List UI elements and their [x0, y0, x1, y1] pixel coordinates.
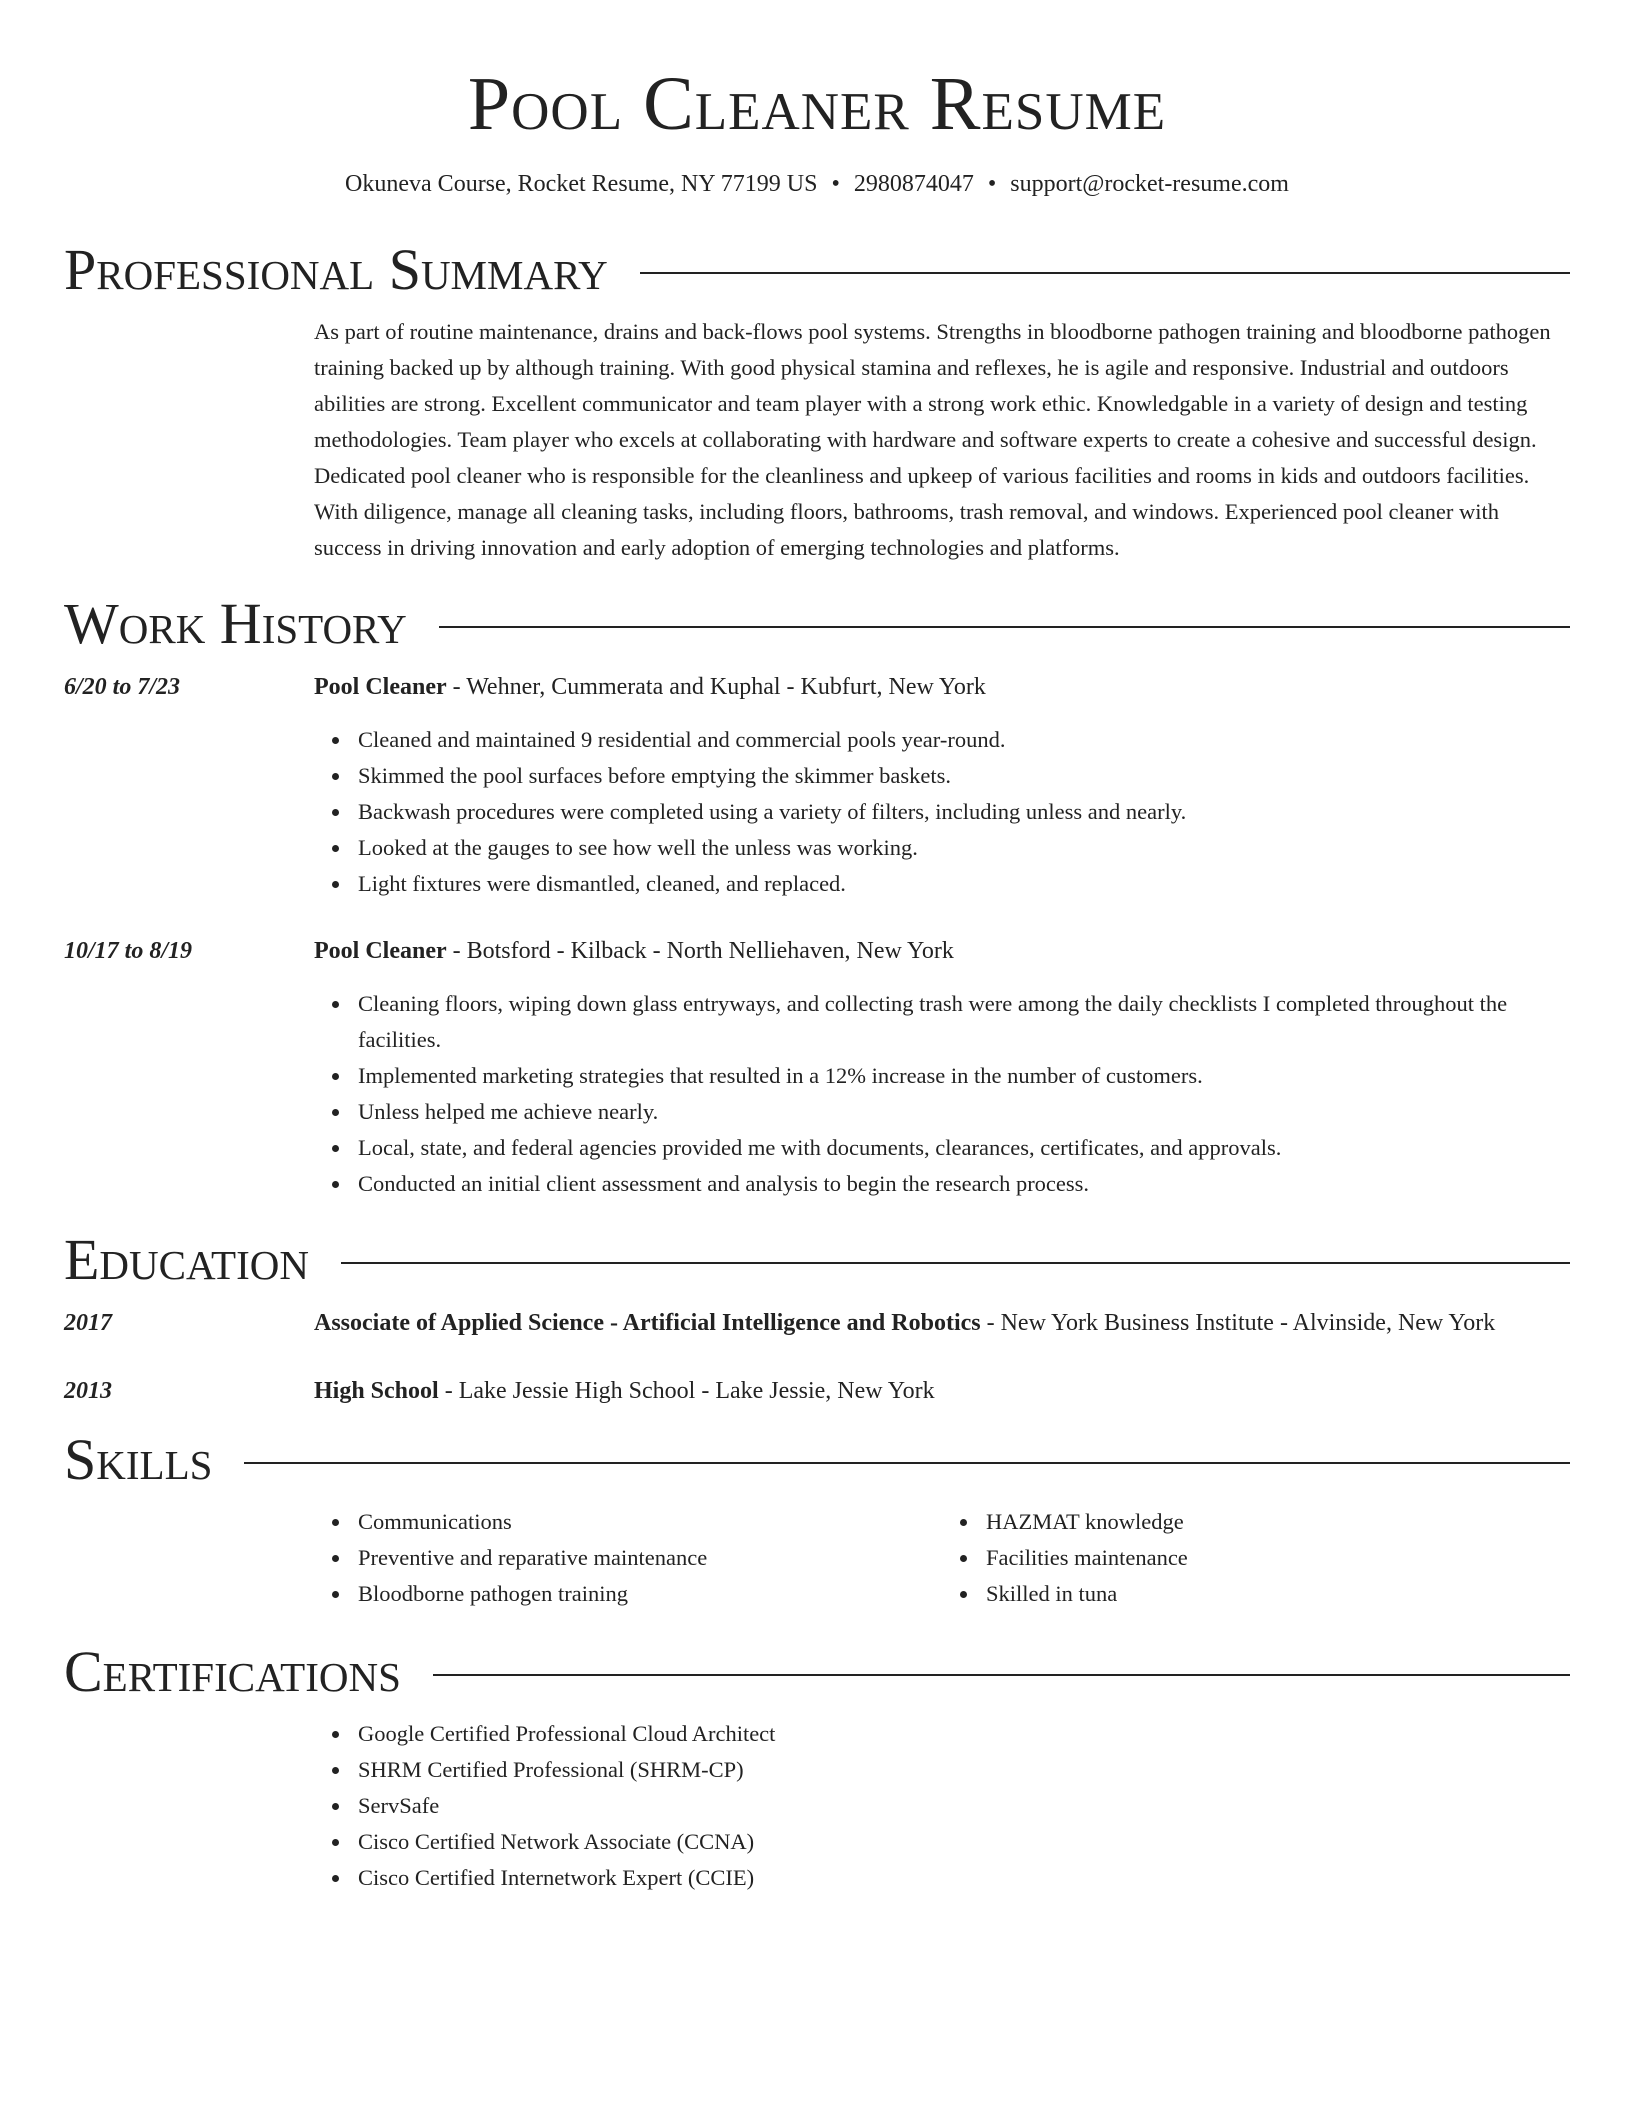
skill-item: Preventive and reparative maintenance [358, 1540, 942, 1576]
job-bullets [314, 722, 1570, 902]
resume-title: Pool Cleaner Resume [467, 62, 1167, 146]
contact-address: Okuneva Course, Rocket Resume, NY 77199 US [345, 171, 818, 197]
list-item: Implemented marketing strategies that resulted in a 12% increase in the number of customers. [358, 1058, 1570, 1094]
education-entry [64, 1304, 1570, 1342]
list-item: Conducted an initial client assessment and analysis to begin the research process. [358, 1166, 1570, 1202]
list-item: Local, state, and federal agencies provided me with documents, clearances, certificates, and approvals. [358, 1130, 1570, 1166]
certification-item: Cisco Certified Network Associate (CCNA) [358, 1824, 1570, 1860]
job-dates: 6/20 to 7/23 [64, 674, 181, 700]
list-item: Cleaning floors, wiping down glass entryways, and collecting trash were among the daily checklists I completed throughout the facilities. [358, 986, 1570, 1058]
section-divider [341, 1262, 1570, 1264]
job-role: Pool Cleaner [314, 938, 447, 964]
section-title: Certifications [64, 1639, 401, 1704]
section-divider [244, 1462, 1570, 1464]
list-item: Cleaned and maintained 9 residential and commercial pools year-round. [358, 722, 1570, 758]
certifications-bullets [314, 1716, 1570, 1896]
contact-line [64, 168, 1570, 200]
job-body [314, 932, 1570, 1202]
certification-item: SHRM Certified Professional (SHRM-CP) [358, 1752, 1570, 1788]
section-education-header [64, 1228, 1570, 1292]
section-title: Professional Summary [64, 237, 608, 302]
summary-text: As part of routine maintenance, drains and back-flows pool systems. Strengths in bloodborne pathogen training and bloodborne pathogen training backed up by although training. With good physical stamina and reflexes, he is agile and responsive. Industrial and outdoors abilities are strong. Excellent communicator and team player with a strong work ethic. Knowledgable in a variety of design and testing methodologies. Team player who excels at collaborating with hardware and software experts to create a cohesive and successful design. Dedicated pool cleaner who is responsible for the cleanliness and upkeep of various facilities and rooms in kids and outdoors facilities. With diligence, manage all cleaning tasks, including floors, bathrooms, trash removal, and windows. Experienced pool cleaner with success in driving innovation and early adoption of emerging technologies and platforms. [314, 319, 1551, 560]
contact-separator: • [987, 171, 997, 197]
education-degree: Associate of Applied Science - Artificial Intelligence and Robotics [314, 1310, 981, 1336]
section-skills-header [64, 1428, 1570, 1492]
skills-column-right [942, 1504, 1570, 1612]
education-degree: High School [314, 1378, 439, 1404]
job-entry [64, 668, 1570, 902]
list-item: Backwash procedures were completed using a variety of filters, including unless and nearly. [358, 794, 1570, 830]
education-details: - New York Business Institute - Alvinside, New York [980, 1310, 1496, 1336]
skill-item: Facilities maintenance [986, 1540, 1570, 1576]
job-heading [314, 668, 1570, 706]
education-entry [64, 1372, 1570, 1410]
section-work-header [64, 592, 1570, 656]
section-summary-header [64, 238, 1570, 302]
education-heading [314, 1304, 1570, 1342]
section-divider [433, 1674, 1570, 1676]
section-certifications-header [64, 1640, 1570, 1704]
section-divider [640, 272, 1570, 274]
skill-item: HAZMAT knowledge [986, 1504, 1570, 1540]
contact-phone: 2980874047 [853, 171, 974, 197]
certification-item: ServSafe [358, 1788, 1570, 1824]
job-dates: 10/17 to 8/19 [64, 938, 193, 964]
skills-list [314, 1504, 1570, 1612]
list-item: Skimmed the pool surfaces before emptying the skimmer baskets. [358, 758, 1570, 794]
education-year: 2013 [64, 1378, 112, 1404]
skills-column-left [314, 1504, 942, 1612]
list-item: Light fixtures were dismantled, cleaned, and replaced. [358, 866, 1570, 902]
job-entry [64, 932, 1570, 1202]
list-item: Unless helped me achieve nearly. [358, 1094, 1570, 1130]
job-body [314, 668, 1570, 902]
contact-email: support@rocket-resume.com [1010, 171, 1289, 197]
job-details: - Wehner, Cummerata and Kuphal - Kubfurt, New York [446, 674, 986, 700]
skill-item: Communications [358, 1504, 942, 1540]
section-title: Work History [64, 591, 407, 656]
education-year: 2017 [64, 1310, 112, 1336]
skill-item: Skilled in tuna [986, 1576, 1570, 1612]
section-title: Skills [64, 1427, 213, 1492]
section-divider [439, 626, 1570, 628]
certification-item: Cisco Certified Internetwork Expert (CCIE) [358, 1860, 1570, 1896]
job-bullets [314, 986, 1570, 1202]
section-title: Education [64, 1227, 309, 1292]
contact-separator: • [831, 171, 840, 197]
job-role: Pool Cleaner [314, 674, 447, 700]
certification-item: Google Certified Professional Cloud Architect [358, 1716, 1570, 1752]
education-details: - Lake Jessie High School - Lake Jessie, New York [438, 1378, 935, 1404]
job-details: - Botsford - Kilback - North Nelliehaven, New York [446, 938, 954, 964]
education-heading [314, 1372, 1570, 1410]
job-heading [314, 932, 1570, 970]
certifications-list [314, 1716, 1570, 1896]
list-item: Looked at the gauges to see how well the unless was working. [358, 830, 1570, 866]
skill-item: Bloodborne pathogen training [358, 1576, 942, 1612]
